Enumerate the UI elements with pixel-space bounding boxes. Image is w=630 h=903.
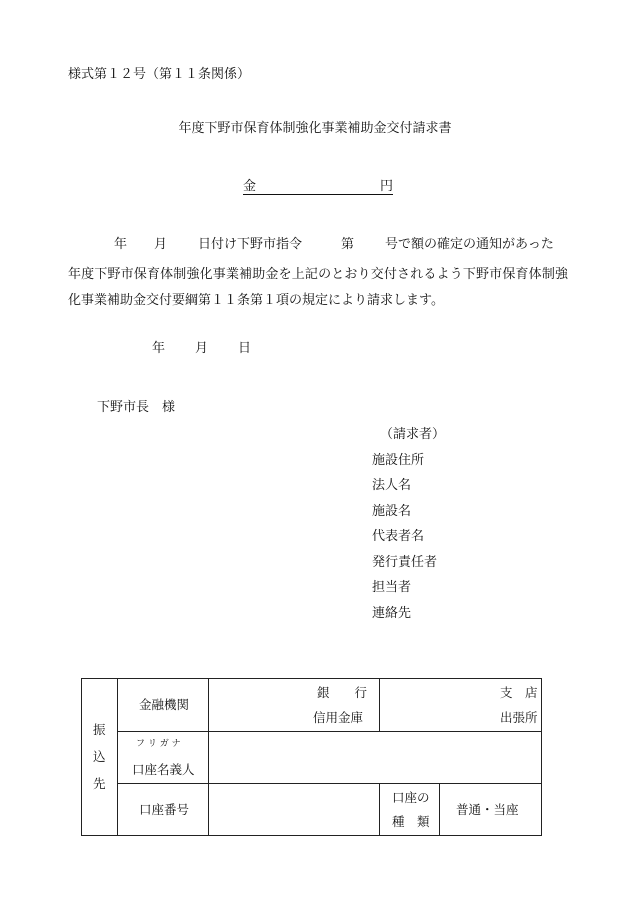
branch-type-branch: 支 店 bbox=[500, 685, 538, 700]
account-type-value: 普通・当座 bbox=[456, 802, 519, 817]
account-type-label-2: 種 類 bbox=[392, 814, 430, 829]
bank-transfer-table bbox=[81, 678, 542, 836]
form-number: 様式第１２号（第１１条関係） bbox=[68, 67, 251, 82]
bank-type-credit-union: 信用金庫 bbox=[313, 710, 364, 725]
date-day: 日 bbox=[238, 341, 252, 356]
field-facility-name[interactable]: 施設名 bbox=[372, 504, 412, 519]
field-corporation-name[interactable]: 法人名 bbox=[372, 478, 412, 493]
document-title: 年度下野市保育体制強化事業補助金交付請求書 bbox=[178, 121, 452, 136]
field-issuer[interactable]: 発行責任者 bbox=[372, 555, 438, 570]
body-notice: 号で額の確定の通知があった bbox=[385, 237, 554, 252]
bank-name-cell[interactable] bbox=[209, 679, 380, 732]
body-number-prefix: 第 bbox=[341, 237, 355, 252]
institution-label-cell bbox=[118, 679, 209, 732]
addressee: 下野市長 様 bbox=[97, 400, 176, 415]
amount-line bbox=[243, 180, 393, 195]
account-number-label-cell bbox=[118, 784, 209, 836]
account-type-label-cell bbox=[380, 784, 440, 836]
account-type-label-1: 口座の bbox=[392, 790, 430, 805]
date-month: 月 bbox=[195, 341, 209, 356]
account-type-cell[interactable] bbox=[440, 784, 542, 836]
field-contact-person[interactable]: 担当者 bbox=[372, 580, 412, 595]
amount-suffix: 円 bbox=[379, 179, 393, 194]
field-facility-address[interactable]: 施設住所 bbox=[372, 453, 425, 468]
holder-label: 口座名義人 bbox=[132, 762, 195, 777]
holder-name-cell[interactable] bbox=[209, 732, 542, 784]
amount-prefix: 金 bbox=[243, 179, 257, 194]
body-directive: 日付け下野市指令 bbox=[198, 237, 303, 252]
field-contact-info[interactable]: 連絡先 bbox=[372, 606, 412, 621]
branch-type-office: 出張所 bbox=[500, 710, 538, 725]
furigana-label: フ リ ガ ナ bbox=[136, 739, 181, 749]
body-year: 年 bbox=[114, 237, 128, 252]
institution-label: 金融機関 bbox=[139, 697, 190, 712]
bank-type-bank: 銀 行 bbox=[317, 685, 368, 700]
claimant-heading: （請求者） bbox=[380, 427, 446, 442]
date-year: 年 bbox=[152, 341, 166, 356]
transfer-side-label: 振 込 先 bbox=[82, 679, 118, 836]
body-paragraph: 年度下野市保育体制強化事業補助金を上記のとおり交付されるよう下野市保育体制強化事業補助金交付要綱第１１条第１項の規定により請求します。 bbox=[68, 267, 568, 308]
account-number-label: 口座番号 bbox=[139, 802, 190, 817]
field-representative-name[interactable]: 代表者名 bbox=[372, 529, 425, 544]
branch-name-cell[interactable] bbox=[380, 679, 542, 732]
holder-label-cell bbox=[118, 732, 209, 784]
body-month: 月 bbox=[154, 237, 168, 252]
account-number-cell[interactable] bbox=[209, 784, 380, 836]
